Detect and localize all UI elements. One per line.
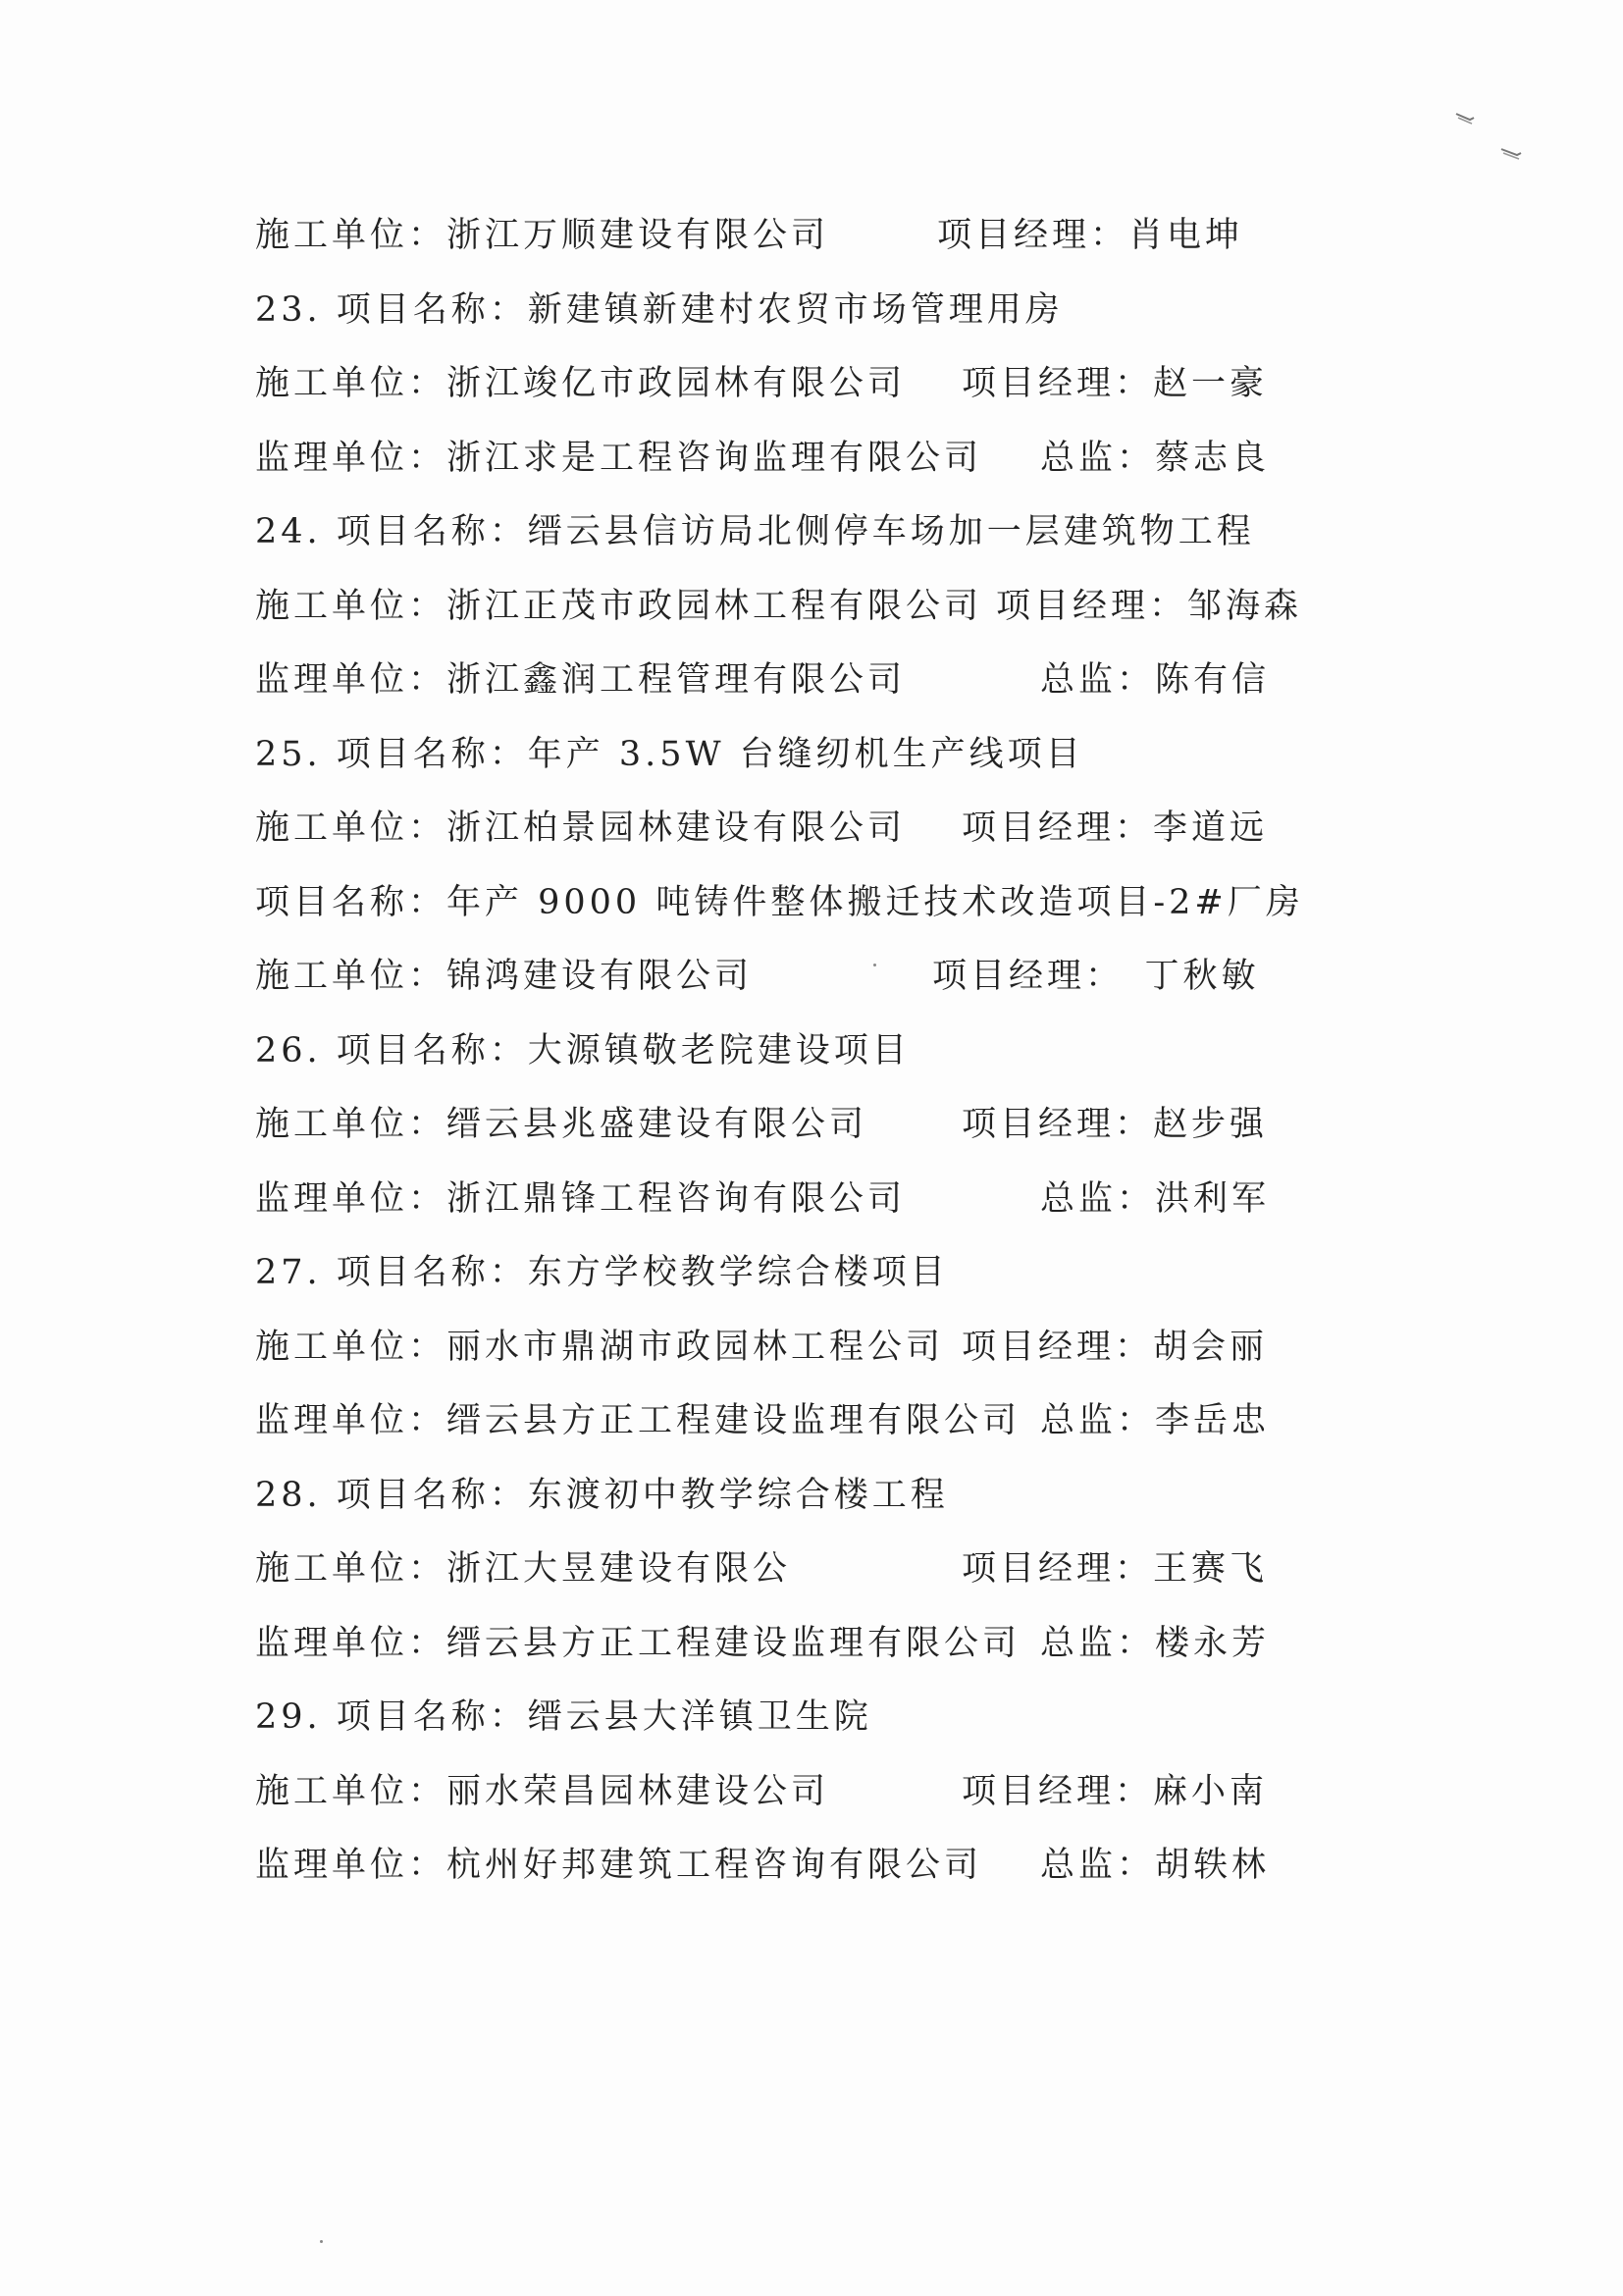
supervisor-line — [255, 431, 1335, 505]
contractor-line — [255, 1097, 1335, 1172]
project-title-line — [255, 1023, 1335, 1098]
supervision-unit: 监理单位：缙云县方正工程建设监理有限公司 — [255, 1623, 1021, 1663]
chief-supervisor: 总监：胡轶林 — [1040, 1846, 1271, 1885]
supervisor-line — [255, 652, 1335, 727]
project-name: 23. 项目名称：新建镇新建村农贸市场管理用房 — [255, 289, 1064, 330]
contractor-line — [255, 1764, 1335, 1839]
project-manager: 项目经理： 丁秋敏 — [932, 957, 1260, 996]
project-name: 29. 项目名称：缙云县大洋镇卫生院 — [255, 1697, 872, 1737]
chief-supervisor: 总监：李岳忠 — [1040, 1401, 1271, 1440]
chief-supervisor: 总监：楼永芳 — [1040, 1623, 1271, 1663]
project-title-line — [255, 875, 1335, 950]
project-manager: 项目经理：李道远 — [962, 809, 1269, 848]
contractor-unit: 施工单位：浙江正茂市政园林工程有限公司 — [255, 586, 983, 626]
project-manager: 项目经理：王赛飞 — [962, 1549, 1269, 1589]
supervisor-line — [255, 1393, 1335, 1468]
project-list — [255, 208, 1335, 1912]
supervisor-line — [255, 1616, 1335, 1691]
project-manager: 项目经理：邹海森 — [996, 586, 1303, 626]
project-name: 25. 项目名称：年产 3.5W 台缝纫机生产线项目 — [255, 734, 1084, 774]
contractor-unit: 施工单位：锦鸿建设有限公司 — [255, 957, 754, 996]
project-title-line — [255, 1690, 1335, 1764]
scan-speck — [320, 2240, 323, 2243]
project-manager: 项目经理：肖电坤 — [937, 216, 1244, 255]
contractor-unit: 施工单位：丽水市鼎湖市政园林工程公司 — [255, 1327, 945, 1367]
contractor-unit: 施工单位：浙江万顺建设有限公司 — [255, 216, 830, 255]
project-title-line — [255, 1245, 1335, 1320]
project-title-line — [255, 283, 1335, 357]
supervisor-line — [255, 1838, 1335, 1912]
contractor-line — [255, 208, 1335, 283]
contractor-line — [255, 949, 1335, 1023]
staple-mark-icon — [1452, 106, 1541, 165]
contractor-line — [255, 801, 1335, 875]
project-name: 项目名称：年产 9000 吨铸件整体搬迁技术改造项目-2#厂房 — [255, 882, 1304, 922]
supervision-unit: 监理单位：浙江求是工程咨询监理有限公司 — [255, 438, 983, 478]
project-name: 24. 项目名称：缙云县信访局北侧停车场加一层建筑物工程 — [255, 512, 1255, 551]
supervision-unit: 监理单位：浙江鑫润工程管理有限公司 — [255, 660, 907, 700]
chief-supervisor: 总监：陈有信 — [1040, 660, 1271, 700]
contractor-line — [255, 356, 1335, 431]
contractor-unit: 施工单位：浙江大昱建设有限公 — [255, 1549, 792, 1589]
project-manager: 项目经理：赵步强 — [962, 1105, 1269, 1144]
project-manager: 项目经理：胡会丽 — [962, 1327, 1269, 1367]
project-name: 28. 项目名称：东渡初中教学综合楼工程 — [255, 1475, 949, 1515]
project-name: 26. 项目名称：大源镇敬老院建设项目 — [255, 1030, 911, 1070]
contractor-line — [255, 579, 1335, 653]
chief-supervisor: 总监：洪利军 — [1040, 1178, 1271, 1219]
project-name: 27. 项目名称：东方学校教学综合楼项目 — [255, 1253, 949, 1292]
contractor-unit: 施工单位：丽水荣昌园林建设公司 — [255, 1771, 830, 1811]
project-manager: 项目经理：赵一豪 — [962, 364, 1269, 403]
contractor-unit: 施工单位：浙江柏景园林建设有限公司 — [255, 809, 907, 848]
project-title-line — [255, 504, 1335, 579]
supervision-unit: 监理单位：杭州好邦建筑工程咨询有限公司 — [255, 1846, 983, 1885]
contractor-unit: 施工单位：浙江竣亿市政园林有限公司 — [255, 364, 907, 403]
project-title-line — [255, 727, 1335, 802]
project-manager: 项目经理：麻小南 — [962, 1771, 1269, 1811]
chief-supervisor: 总监：蔡志良 — [1040, 438, 1271, 478]
supervision-unit: 监理单位：浙江鼎锋工程咨询有限公司 — [255, 1178, 907, 1219]
project-title-line — [255, 1468, 1335, 1542]
contractor-line — [255, 1541, 1335, 1616]
contractor-unit: 施工单位：缙云县兆盛建设有限公司 — [255, 1105, 868, 1144]
contractor-line — [255, 1320, 1335, 1394]
supervisor-line — [255, 1172, 1335, 1246]
supervision-unit: 监理单位：缙云县方正工程建设监理有限公司 — [255, 1401, 1021, 1440]
